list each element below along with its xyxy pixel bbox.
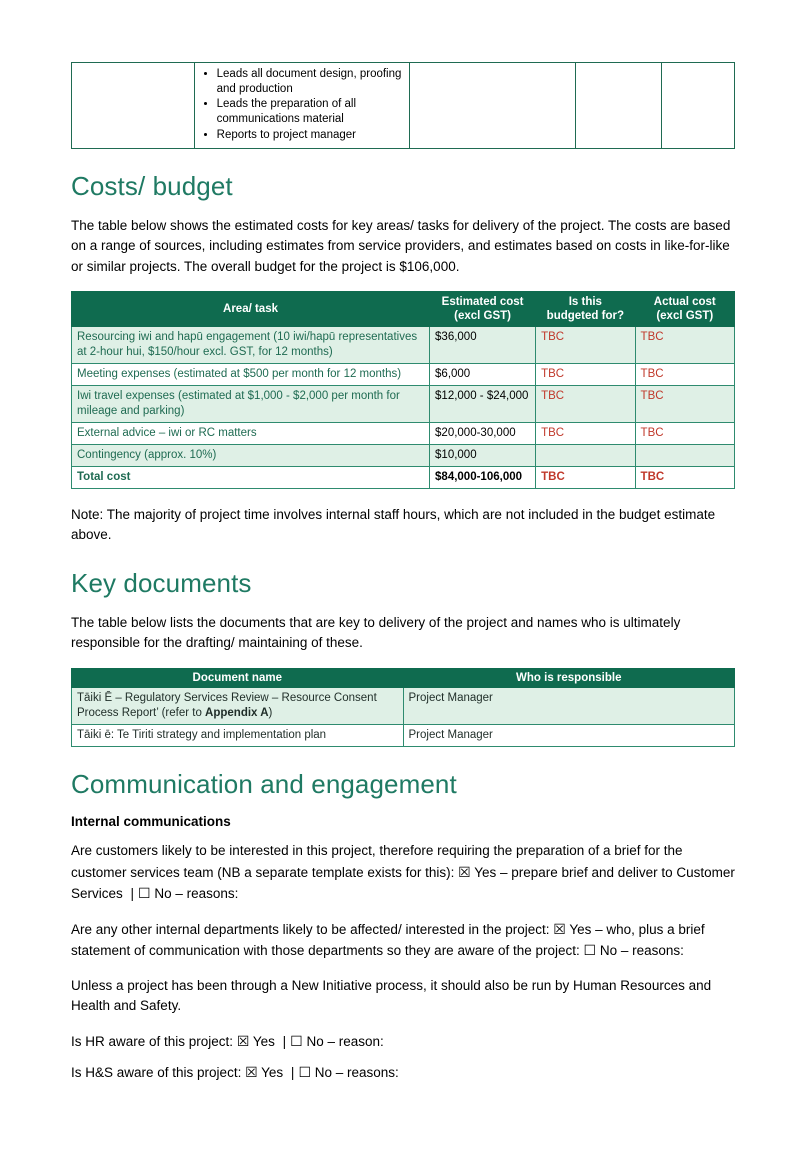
table-row xyxy=(72,725,735,747)
cost-estimated: $20,000-30,000 xyxy=(430,422,536,444)
hs-yes-label: Yes xyxy=(257,1065,287,1081)
cost-estimated-total: $84,000-106,000 xyxy=(430,466,536,488)
costs-intro-paragraph: The table below shows the estimated costs for key areas/ tasks for delivery of the project. The costs are based on a range of sources, including estimates from service providers, and estimates based on costs in like-for-like or similar projects. The overall budget for the project is $106,000. xyxy=(71,217,731,274)
document-responsible-cell: Project Manager xyxy=(403,687,735,724)
key-documents-table xyxy=(71,668,735,748)
communication-heading: Communication and engagement xyxy=(71,769,457,800)
col-header-estimated-line1: Estimated cost xyxy=(441,296,524,309)
col-header-actual-line1: Actual cost xyxy=(653,296,716,309)
table-row xyxy=(72,327,735,364)
col-header-task: Area/ task xyxy=(72,292,430,327)
cost-task-total: Total cost xyxy=(72,466,430,488)
role-cell-empty-2 xyxy=(410,63,576,149)
option-separator: | xyxy=(130,886,135,902)
new-initiative-note: Unless a project has been through a New Initiative process, it should also be run by Human Resources and Health and Safety. xyxy=(71,977,712,1014)
cost-actual: TBC xyxy=(635,327,734,364)
col-header-estimated-cost xyxy=(430,292,536,327)
customer-brief-question xyxy=(71,841,735,905)
col-header-budgeted-line1: Is this xyxy=(568,296,602,309)
key-documents-heading: Key documents xyxy=(71,567,252,598)
internal-communications-subheading: Internal communications xyxy=(71,814,231,830)
hr-yes-label: Yes xyxy=(249,1033,279,1049)
role-cell-empty-4 xyxy=(662,63,735,149)
departments-text-b: Yes – who, plus a brief statement of communication with those departments so they are aware of the project: xyxy=(71,921,705,959)
costs-note: Note: The majority of project time involves internal staff hours, which are not included in the budget estimate above. xyxy=(71,506,716,543)
cost-actual-total: TBC xyxy=(635,466,734,488)
cost-budgeted: TBC xyxy=(536,385,635,422)
col-header-who-responsible: Who is responsible xyxy=(403,668,735,687)
cost-estimated: $6,000 xyxy=(430,364,536,386)
hr-awareness-question xyxy=(71,1031,735,1053)
cost-actual: TBC xyxy=(635,385,734,422)
table-row xyxy=(72,422,735,444)
customer-brief-text-a: Are customers likely to be interested in this project, therefore requiring the preparation of a brief for the customer services team (NB a separate template exists for this): xyxy=(71,843,683,880)
cost-task: Meeting expenses (estimated at $500 per month for 12 months) xyxy=(72,364,430,386)
role-cell-empty-3 xyxy=(575,63,661,149)
checkbox-checked-yes-hr[interactable]: ☒ xyxy=(236,1032,250,1049)
document-name-suffix: ) xyxy=(268,706,273,719)
table-row xyxy=(72,444,735,466)
cost-estimated: $36,000 xyxy=(430,327,536,364)
roles-table-continued xyxy=(71,62,735,149)
role-cell-empty-1 xyxy=(72,63,195,149)
table-header-row xyxy=(72,292,735,327)
col-header-estimated-line2: (excl GST) xyxy=(454,310,512,323)
costs-heading: Costs/ budget xyxy=(71,170,233,201)
list-item: • Leads the preparation of all communications material xyxy=(217,97,403,126)
document-name-cell xyxy=(72,687,404,724)
cost-actual: TBC xyxy=(635,422,734,444)
internal-departments-question xyxy=(71,919,735,962)
table-row xyxy=(72,364,735,386)
customer-brief-text-c: No – reasons: xyxy=(150,886,239,902)
cost-budgeted-total: TBC xyxy=(536,466,635,488)
col-header-budgeted xyxy=(536,292,635,327)
col-header-actual-line2: (excl GST) xyxy=(656,310,714,323)
appendix-reference: Appendix A xyxy=(205,706,269,719)
cost-budgeted: TBC xyxy=(536,364,635,386)
table-row xyxy=(72,385,735,422)
role-responsibilities-cell xyxy=(194,63,409,149)
checkbox-checked-yes-customer[interactable]: ☒ xyxy=(458,863,471,880)
hs-awareness-question xyxy=(71,1062,735,1084)
list-item: • Leads all document design, proofing and production xyxy=(217,67,403,96)
checkbox-checked-yes-hs[interactable]: ☒ xyxy=(245,1064,258,1081)
cost-budgeted: TBC xyxy=(536,327,635,364)
costs-table xyxy=(71,291,735,489)
hr-no-label: No – reason: xyxy=(302,1033,384,1049)
checkbox-checked-yes-departments[interactable]: ☒ xyxy=(553,920,566,937)
checkbox-unchecked-no-hr[interactable]: ☐ xyxy=(290,1032,303,1049)
checkbox-unchecked-no-departments[interactable]: ☐ xyxy=(583,942,597,959)
cost-budgeted xyxy=(536,444,635,466)
col-header-actual-cost xyxy=(635,292,734,327)
hs-no-label: No – reasons: xyxy=(311,1065,399,1081)
table-row xyxy=(72,687,735,724)
document-name-cell: Tāiki ē: Te Tiriti strategy and implementation plan xyxy=(72,725,404,747)
cost-estimated: $10,000 xyxy=(430,444,536,466)
option-separator: | xyxy=(282,1033,287,1049)
col-header-document-name: Document name xyxy=(72,668,404,687)
document-name-text: Tāiki Ē – Regulatory Services Review – Resource Consent Process Report’ (refer to xyxy=(77,691,377,719)
checkbox-unchecked-no-customer[interactable]: ☐ xyxy=(138,885,151,902)
responsibilities-list xyxy=(201,67,403,143)
table-header-row xyxy=(72,668,735,687)
table-row xyxy=(72,63,735,149)
option-separator: | xyxy=(290,1065,295,1081)
hr-text-a: Is HR aware of this project: xyxy=(71,1033,237,1049)
customer-brief-text-b: Yes – prepare brief and deliver to Customer Services xyxy=(71,864,735,902)
cost-estimated: $12,000 - $24,000 xyxy=(430,385,536,422)
table-row-total xyxy=(72,466,735,488)
document-responsible-cell: Project Manager xyxy=(403,725,735,747)
hs-text-a: Is H&S aware of this project: xyxy=(71,1065,246,1081)
list-item: • Reports to project manager xyxy=(217,128,403,143)
col-header-budgeted-line2: budgeted for? xyxy=(546,310,624,323)
cost-task: Contingency (approx. 10%) xyxy=(72,444,430,466)
cost-actual: TBC xyxy=(635,364,734,386)
cost-actual xyxy=(635,444,734,466)
cost-task: External advice – iwi or RC matters xyxy=(72,422,430,444)
key-documents-intro: The table below lists the documents that are key to delivery of the project and names who is ultimately responsible for the drafting/ maintaining of these. xyxy=(71,614,681,651)
cost-task: Iwi travel expenses (estimated at $1,000 - $2,000 per month for mileage and parking) xyxy=(72,385,430,422)
departments-text-c: No – reasons: xyxy=(596,943,684,959)
checkbox-unchecked-no-hs[interactable]: ☐ xyxy=(298,1064,311,1081)
cost-budgeted: TBC xyxy=(536,422,635,444)
page-content xyxy=(71,62,735,1094)
departments-text-a: Are any other internal departments likely to be affected/ interested in the project: xyxy=(71,921,554,937)
cost-task: Resourcing iwi and hapū engagement (10 iwi/hapū representatives at 2-hour hui, $150/hour excl. GST, for 12 months) xyxy=(72,327,430,364)
